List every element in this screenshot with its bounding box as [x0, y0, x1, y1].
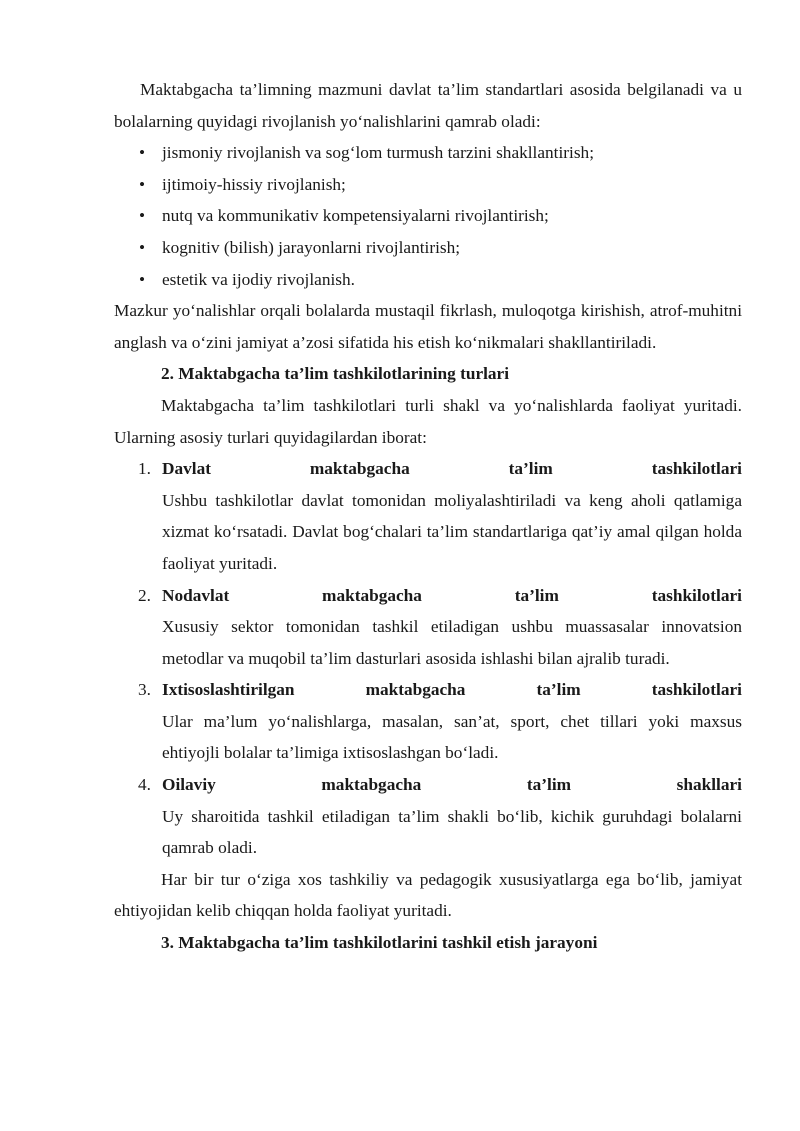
- title-word: tashkilotlari: [651, 680, 742, 700]
- title-word: Nodavlat: [162, 585, 230, 605]
- bullet-icon: •: [139, 206, 146, 226]
- title-word: Ixtisoslashtirilgan: [162, 680, 295, 700]
- title-word: maktabgacha: [322, 585, 422, 605]
- title-word: ta’lim: [508, 459, 553, 479]
- section-2-intro: Maktabgacha ta’lim tashkilotlari turli shakl va yo‘nalishlarda faoliyat yuritadi. Ularning asosiy turlari quyidagilardan iborat:: [114, 395, 742, 447]
- list-item: [114, 453, 742, 579]
- list-item-text: estetik va ijodiy rivojlanish.: [162, 269, 355, 289]
- item-number: 4.: [138, 775, 151, 795]
- list-item: [114, 169, 742, 201]
- list-item-text: jismoniy rivojlanish va sog‘lom turmush tarzini shakllantirish;: [162, 143, 594, 163]
- title-word: maktabgacha: [321, 775, 422, 795]
- item-number: 3.: [138, 680, 151, 700]
- intro-paragraph: Maktabgacha ta’limning mazmuni davlat ta’lim standartlari asosida belgilanadi va u bolalarning quyidagi rivojlanish yo‘nalishlarini qamrab oladi:: [114, 80, 742, 131]
- item-description: Uy sharoitida tashkil etiladigan ta’lim shakli bo‘lib, kichik guruhdagi bolalarni qamrab oladi.: [162, 806, 742, 858]
- section-3-heading: 3. Maktabgacha ta’lim tashkilotlarini tashkil etish jarayoni: [161, 933, 598, 953]
- title-word: tashkilotlari: [651, 459, 742, 479]
- list-item: [114, 769, 742, 864]
- summary-paragraph: Mazkur yo‘nalishlar orqali bolalarda mustaqil fikrlash, muloqotga kirishish, atrof-muhitni anglash va o‘zini jamiyat a’zosi sifatida his etish ko‘nikmalari shakllantiriladi.: [114, 301, 742, 352]
- item-title: [162, 769, 742, 801]
- list-item: [114, 232, 742, 264]
- section-2-heading: 2. Maktabgacha ta’lim tashkilotlarining turlari: [161, 364, 510, 384]
- item-title: [162, 674, 742, 706]
- title-word: tashkilotlari: [651, 585, 742, 605]
- list-item: [114, 674, 742, 769]
- title-word: Oilaviy: [162, 775, 216, 795]
- title-word: maktabgacha: [309, 459, 410, 479]
- item-title: [162, 453, 742, 485]
- item-description: Xususiy sektor tomonidan tashkil etiladigan ushbu muassasalar innovatsion metodlar va muqobil ta’lim dasturlari asosida ishlashi bilan ajralib turadi.: [162, 617, 742, 668]
- title-word: ta’lim: [514, 585, 559, 605]
- title-word: shakllari: [676, 775, 742, 795]
- title-word: ta’lim: [536, 680, 581, 700]
- title-word: ta’lim: [526, 775, 572, 795]
- document-page: [114, 74, 742, 959]
- title-word: Davlat: [162, 459, 211, 479]
- list-item: [114, 137, 742, 169]
- bullet-icon: •: [139, 237, 146, 257]
- bullet-icon: •: [139, 143, 146, 163]
- item-title: [162, 580, 742, 612]
- list-item: [114, 580, 742, 675]
- item-number: 2.: [138, 585, 151, 605]
- institution-types-list: [114, 453, 742, 864]
- list-item-text: ijtimoiy-hissiy rivojlanish;: [162, 174, 346, 194]
- list-item: [114, 200, 742, 232]
- list-item: [114, 264, 742, 296]
- development-areas-list: [114, 137, 742, 295]
- list-item-text: nutq va kommunikativ kompetensiyalarni rivojlantirish;: [162, 206, 549, 226]
- bullet-icon: •: [139, 269, 146, 289]
- bullet-icon: •: [139, 174, 146, 194]
- item-description: Ushbu tashkilotlar davlat tomonidan moliyalashtiriladi va keng aholi qatlamiga xizmat ko‘rsatadi. Davlat bog‘chalari ta’lim standartlariga qat’iy amal qilgan holda faoliyat yuritadi.: [162, 490, 742, 573]
- list-item-text: kognitiv (bilish) jarayonlarni rivojlantirish;: [162, 237, 461, 257]
- title-word: maktabgacha: [365, 680, 466, 700]
- section-2-closing: Har bir tur o‘ziga xos tashkiliy va pedagogik xususiyatlarga ega bo‘lib, jamiyat ehtiyojidan kelib chiqqan holda faoliyat yuritadi.: [114, 869, 742, 921]
- item-description: Ular ma’lum yo‘nalishlarga, masalan, san’at, sport, chet tillari yoki maxsus ehtiyojli bolalar ta’limiga ixtisoslashgan bo‘ladi.: [162, 711, 742, 763]
- item-number: 1.: [138, 459, 151, 479]
